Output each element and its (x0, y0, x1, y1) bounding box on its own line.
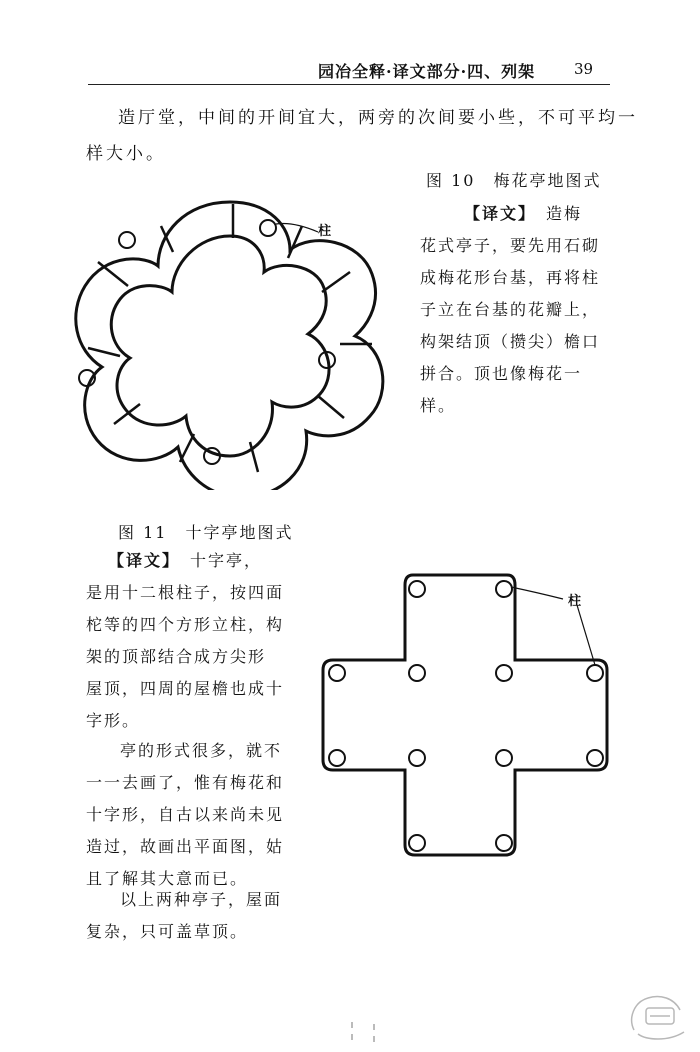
figure10-translation-line-5: 构架结顶（攒尖）檐口 (420, 332, 601, 351)
pillar-icon (409, 665, 425, 681)
pillar-icon (496, 581, 512, 597)
page-number: 39 (574, 60, 594, 78)
cross-pavilion-plan (315, 565, 620, 865)
closing-p2-line-1: 以上两种亭子，屋面 (120, 890, 283, 909)
pillar-icon (119, 232, 135, 248)
cross-outline (323, 575, 607, 855)
figure11-caption: 图 11 十字亭地图式 (118, 523, 294, 542)
pillar-icon (496, 665, 512, 681)
closing-p1-line-3: 十字形，自古以来尚未见 (86, 805, 285, 824)
figure11-translation-line-2: 是用十二根柱子，按四面 (86, 583, 285, 602)
figure10-pillar-label: 柱 (318, 224, 332, 239)
publisher-watermark-seal (624, 988, 696, 1044)
closing-p2-line-2: 复杂，只可盖草顶。 (86, 922, 249, 941)
figure11-translation-line-3: 柁等的四个方形立柱，构 (86, 615, 285, 634)
figure11-translation-label: 【译文】 (108, 551, 173, 570)
figure10-translation-line-6: 拼合。顶也像梅花一 (420, 364, 583, 383)
running-header-title: 园冶全释·译文部分·四、列架 (318, 62, 536, 81)
figure11-translation (86, 545, 306, 737)
plum-inner-outline (111, 236, 329, 456)
pillar-icon (587, 665, 603, 681)
closing-p1-line-5: 且了解其大意而已。 (86, 869, 249, 888)
figure10-translation-line-3: 成梅花形台基，再将柱 (420, 268, 601, 287)
pillar-icon (260, 220, 276, 236)
figure10-translation (420, 198, 620, 422)
cross-pillar-leader-top (511, 587, 563, 599)
pillar-icon (496, 750, 512, 766)
plum-pavilion-plan (70, 190, 400, 490)
plum-pillars (79, 220, 335, 464)
header-divider (88, 84, 610, 85)
figure11-translation-line-4: 架的顶部结合成方尖形 (86, 647, 267, 666)
figure11-translation-line-5: 屋顶，四周的屋檐也成十 (86, 679, 285, 698)
pillar-icon (587, 750, 603, 766)
gutter-marks (344, 1020, 384, 1050)
closing-paragraph-1 (86, 735, 306, 895)
figure10-translation-line-7: 样。 (420, 396, 457, 415)
figure10-translation-line-1: 【译文】 造梅 (464, 204, 583, 223)
intro-line-1: 造厅堂，中间的开间宜大，两旁的次间要小些，不可平均一 (118, 108, 638, 128)
figure10-translation-line-2: 花式亭子，要先用石砌 (420, 236, 601, 255)
pillar-icon (329, 750, 345, 766)
plum-rafters (88, 204, 372, 472)
intro-line-2: 样大小。 (86, 144, 166, 164)
closing-paragraph-2 (86, 884, 306, 948)
pillar-icon (409, 581, 425, 597)
pillar-icon (409, 835, 425, 851)
figure10-caption: 图 10 梅花亭地图式 (426, 171, 602, 190)
cross-pillars (329, 581, 603, 851)
figure10-translation-label: 【译文】 (464, 204, 529, 223)
pillar-icon (329, 665, 345, 681)
closing-p1-line-2: 一一去画了，惟有梅花和 (86, 773, 285, 792)
pillar-icon (409, 750, 425, 766)
figure11-translation-line-1: 【译文】 十字亭， (108, 551, 263, 570)
figure11-translation-line-6: 字形。 (86, 711, 141, 730)
closing-p1-line-1: 亭的形式很多，就不 (120, 741, 283, 760)
cross-pillar-leader-right (577, 605, 595, 665)
closing-p1-line-4: 造过，故画出平面图，姑 (86, 837, 285, 856)
pillar-icon (496, 835, 512, 851)
figure10-translation-line-4: 子立在台基的花瓣上， (420, 300, 601, 319)
figure11-pillar-label: 柱 (568, 594, 582, 609)
